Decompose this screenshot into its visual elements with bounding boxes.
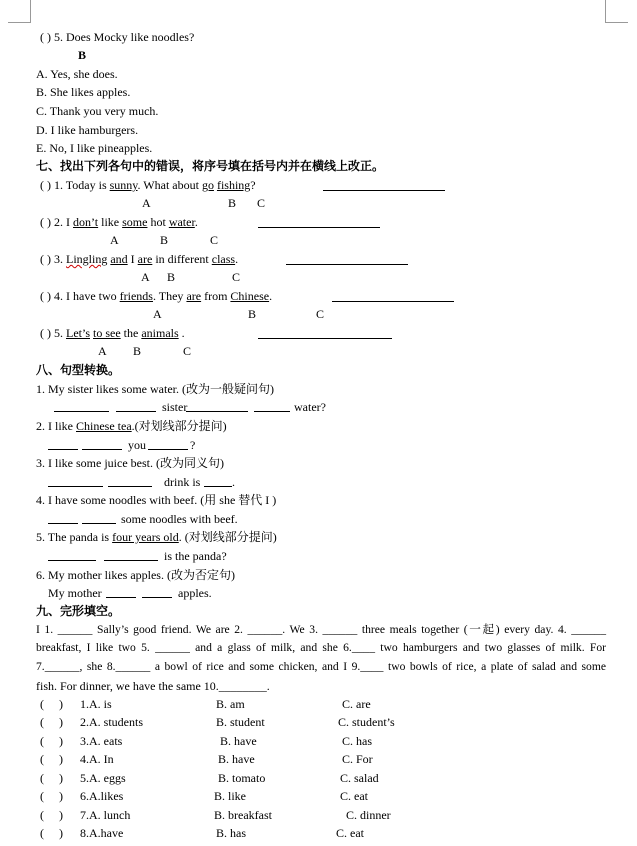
- s9-choice-paren[interactable]: ( ): [40, 715, 63, 729]
- s9-choice-c: C. dinner: [346, 808, 391, 822]
- s7-item4-labels: A B C: [153, 307, 325, 321]
- s9-choice-paren[interactable]: ( ): [40, 697, 63, 711]
- corner-mark-left: [8, 0, 31, 23]
- q5-option-d: D. I like hamburgers.: [36, 123, 139, 137]
- s7-item3: ( ) 3. Lingling and I are in different class.: [40, 252, 239, 266]
- s8-q2-you: you: [128, 438, 146, 452]
- s8-q6-blank1[interactable]: [106, 597, 136, 598]
- s7-item2: ( ) 2. I don’t like some hot water.: [40, 215, 198, 229]
- s8-q4: 4. I have some noodles with beef. (用 she 替代 I ): [36, 493, 277, 507]
- s9-choice-b: B. tomato: [218, 771, 266, 785]
- s8-q5-blank2[interactable]: [104, 560, 158, 561]
- s9-choice-a: 7.A. lunch: [80, 808, 131, 822]
- section9-title: 九、完形填空。: [36, 604, 121, 618]
- s8-q3-blank3[interactable]: [204, 486, 232, 487]
- s8-q2-blank3[interactable]: [148, 449, 188, 450]
- s9-choice-c: C. eat: [336, 826, 364, 840]
- s8-q5-blank1[interactable]: [48, 560, 96, 561]
- s9-passage-line2: breakfast, I like two 5. ______ and a glass of milk, and she 6.____ two hamburgers and two glasses of milk. For: [36, 641, 606, 654]
- s8-q1-blank2[interactable]: [116, 411, 156, 412]
- s9-choice-c: C. student’s: [338, 715, 395, 729]
- q5-option-b: B. She likes apples.: [36, 85, 131, 99]
- s8-q1-water: water?: [294, 400, 326, 414]
- s8-q1-blank1[interactable]: [54, 411, 109, 412]
- s9-choice-a: 6.A.likes: [80, 789, 124, 803]
- s7-item3-labels: A B C: [141, 270, 241, 284]
- s9-choice-c: C. For: [342, 752, 373, 766]
- s8-q4-rest: some noodles with beef.: [121, 512, 238, 526]
- s9-choice-b: B. like: [214, 789, 246, 803]
- s7-item2-answer-line[interactable]: [258, 227, 380, 228]
- s9-choice-a: 3.A. eats: [80, 734, 123, 748]
- s9-choice-b: B. have: [220, 734, 257, 748]
- s9-choice-paren[interactable]: ( ): [40, 771, 63, 785]
- s9-choice-c: C. salad: [340, 771, 379, 785]
- s9-choice-paren[interactable]: ( ): [40, 789, 63, 803]
- s8-q1-sister: sister: [162, 400, 188, 414]
- s8-q5: 5. The panda is four years old. (对划线部分提问): [36, 530, 277, 544]
- s8-q1: 1. My sister likes some water. (改为一般疑问句): [36, 382, 274, 396]
- s9-passage-line4: fish. For dinner, we have the same 10.________.: [36, 679, 270, 693]
- s8-q3-blank1[interactable]: [48, 486, 103, 487]
- s9-choice-a: 2.A. students: [80, 715, 143, 729]
- q5-line: ( ) 5. Does Mocky like noodles?: [40, 30, 195, 44]
- s9-choice-c: C. eat: [340, 789, 368, 803]
- s9-choice-a: 1.A. is: [80, 697, 112, 711]
- s7-item5-answer-line[interactable]: [258, 338, 392, 339]
- s8-q2-blank2[interactable]: [82, 449, 122, 450]
- s7-item3-answer-line[interactable]: [286, 264, 408, 265]
- s7-item4: ( ) 4. I have two friends. They are from Chinese.: [40, 289, 273, 303]
- s8-q6-end: apples.: [178, 586, 212, 600]
- s9-passage-line3: 7.______, she 8.______ a bowl of rice and some chicken, and I 9.____ two bowls of rice, a plate of salad and some: [36, 660, 606, 673]
- s9-choice-b: B. student: [216, 715, 265, 729]
- corner-mark-right: [605, 0, 628, 23]
- q5-option-a: A. Yes, she does.: [36, 67, 118, 81]
- s8-q6-start: My mother: [48, 586, 102, 600]
- s8-q2-blank1[interactable]: [48, 449, 78, 450]
- s9-choice-b: B. am: [216, 697, 245, 711]
- s8-q2-end: ?: [190, 438, 196, 452]
- s9-choice-b: B. breakfast: [214, 808, 272, 822]
- s9-choice-b: B. have: [218, 752, 255, 766]
- s7-item5-labels: A B C: [98, 344, 192, 358]
- s9-choice-c: C. has: [342, 734, 372, 748]
- s7-item4-answer-line[interactable]: [332, 301, 454, 302]
- s7-item5: ( ) 5. Let’s to see the animals .: [40, 326, 185, 340]
- s8-q3-drink: drink is: [164, 475, 201, 489]
- s9-choice-paren[interactable]: ( ): [40, 752, 63, 766]
- s8-q3-blank2[interactable]: [108, 486, 152, 487]
- section7-title: 七、找出下列各句中的错误，将序号填在括号内并在横线上改正。: [36, 159, 385, 173]
- s9-choice-a: 8.A.have: [80, 826, 124, 840]
- s9-choice-c: C. are: [342, 697, 371, 711]
- s7-item1-labels: A B C: [142, 196, 266, 210]
- q5-col-b: B: [78, 48, 87, 62]
- s8-q6-blank2[interactable]: [142, 597, 172, 598]
- s9-passage-line1: I 1. ______ Sally’s good friend. We are 2. ______. We 3. ______ three meals together (一起) every day. 4. ______: [36, 623, 606, 636]
- s9-choice-a: 4.A. In: [80, 752, 114, 766]
- s8-q5-rest: is the panda?: [164, 549, 227, 563]
- s8-q4-blank2[interactable]: [82, 523, 116, 524]
- s8-q3: 3. I like some juice best. (改为同义句): [36, 456, 224, 470]
- s8-q4-blank1[interactable]: [48, 523, 78, 524]
- section8-title: 八、句型转换。: [36, 363, 121, 377]
- s8-q6: 6. My mother likes apples. (改为否定句): [36, 568, 235, 582]
- s9-choice-paren[interactable]: ( ): [40, 826, 63, 840]
- s8-q3-end: .: [232, 475, 235, 489]
- s8-q1-blank3[interactable]: [186, 411, 248, 412]
- s9-choice-b: B. has: [216, 826, 246, 840]
- s7-item1: ( ) 1. Today is sunny. What about go fishing?: [40, 178, 256, 192]
- s9-choice-a: 5.A. eggs: [80, 771, 126, 785]
- s9-choice-paren[interactable]: ( ): [40, 734, 63, 748]
- s8-q2: 2. I like Chinese tea.(对划线部分提问): [36, 419, 227, 433]
- q5-option-e: E. No, I like pineapples.: [36, 141, 153, 155]
- s7-item1-answer-line[interactable]: [323, 190, 445, 191]
- s7-item2-labels: A B C: [110, 233, 219, 247]
- s8-q1-blank4[interactable]: [254, 411, 290, 412]
- s9-choice-paren[interactable]: ( ): [40, 808, 63, 822]
- q5-option-c: C. Thank you very much.: [36, 104, 159, 118]
